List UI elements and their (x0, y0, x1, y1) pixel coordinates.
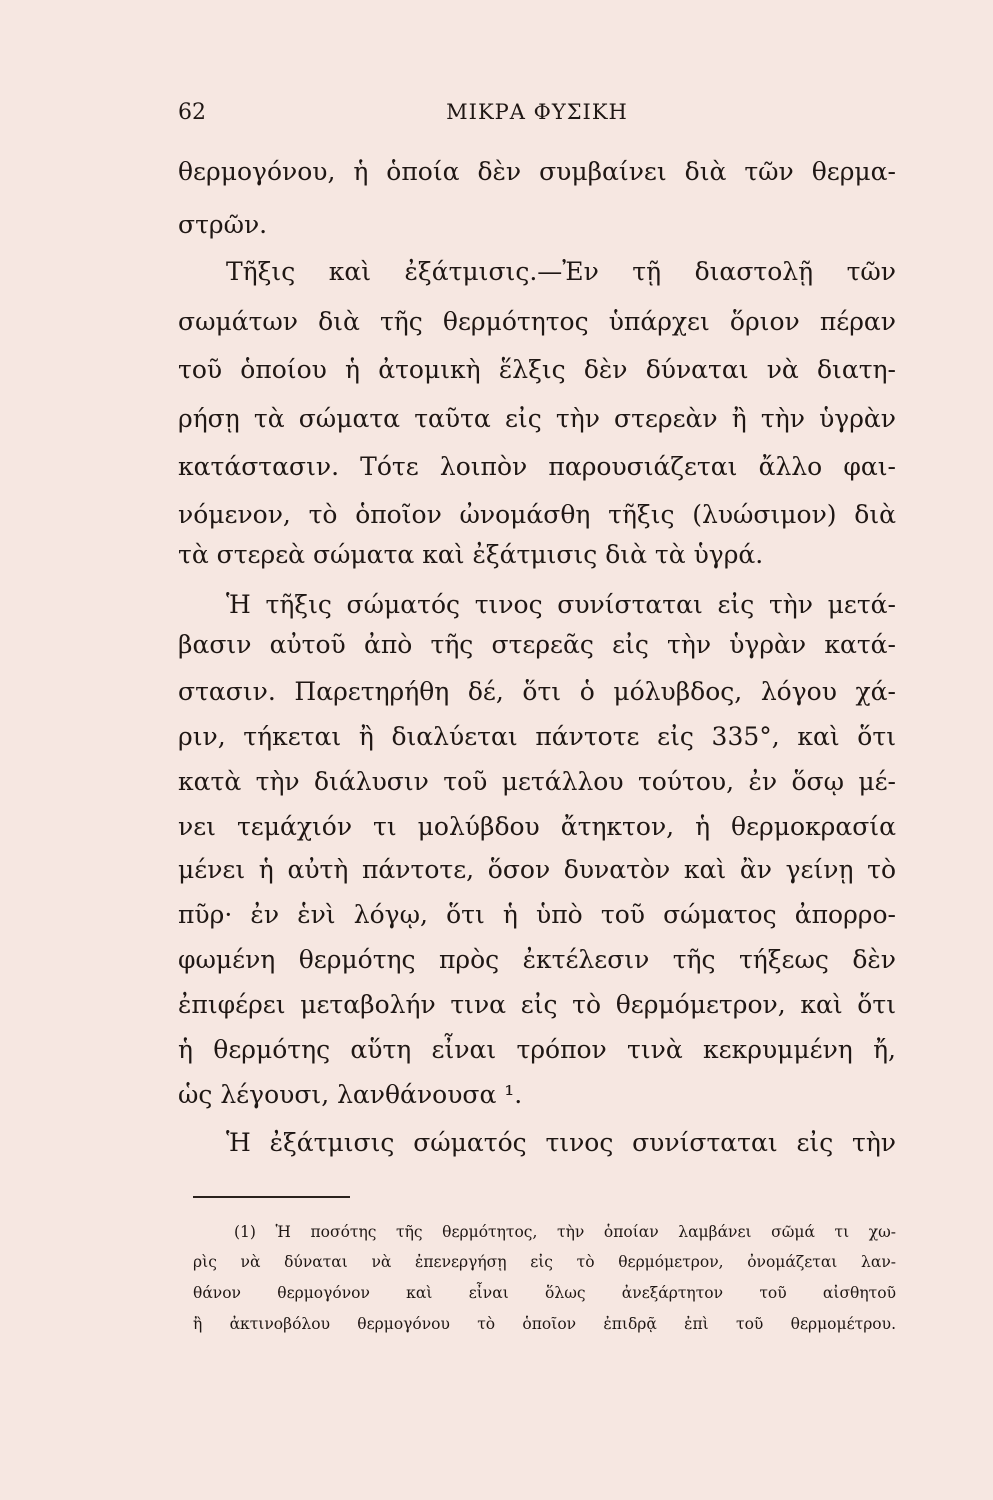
body-line: ριν, τήκεται ἢ διαλύεται πάντοτε εἰς 335°, καὶ ὅτι (178, 722, 896, 751)
body-line: ἐπιφέρει μεταβολήν τινα εἰς τὸ θερμόμετρον, καὶ ὅτι (178, 990, 896, 1019)
section-heading-line: Τῆξις καὶ ἐξάτμισις.—Ἐν τῇ διαστολῇ τῶν (226, 257, 896, 286)
page-number: 62 (178, 100, 206, 125)
footnote-line: ρὶς νὰ δύναται νὰ ἐπενεργήσῃ εἰς τὸ θερμόμετρον, ὀνομάζεται λαν- (193, 1253, 896, 1271)
running-title: ΜΙΚΡΑ ΦΥΣΙΚΗ (446, 100, 628, 124)
body-line: νόμενον, τὸ ὁποῖον ὠνομάσθη τῆξις (λυώσιμον) διὰ (178, 500, 896, 529)
body-line: φωμένη θερμότης πρὸς ἐκτέλεσιν τῆς τήξεως δὲν (178, 945, 896, 974)
body-line: ὡς λέγουσι, λανθάνουσα ¹. (178, 1080, 523, 1109)
body-line: στρῶν. (178, 210, 268, 239)
footnote-line: θάνον θερμογόνον καὶ εἶναι ὅλως ἀνεξάρτητον τοῦ αἰσθητοῦ (193, 1284, 896, 1302)
body-line: νει τεμάχιόν τι μολύβδου ἄτηκτον, ἡ θερμοκρασία (178, 812, 896, 841)
body-line: μένει ἡ αὐτὴ πάντοτε, ὅσον δυνατὸν καὶ ἂν γείνῃ τὸ (178, 855, 896, 884)
body-line: Ἡ τῆξις σώματός τινος συνίσταται εἰς τὴν μετά- (226, 590, 896, 619)
body-line: τοῦ ὁποίου ἡ ἀτομικὴ ἕλξις δὲν δύναται νὰ διατη- (178, 355, 896, 384)
footnote-divider (193, 1196, 350, 1198)
body-line: θερμογόνου, ἡ ὁποία δὲν συμβαίνει διὰ τῶν θερμα- (178, 157, 896, 186)
body-line: τὰ στερεὰ σώματα καὶ ἐξάτμισις διὰ τὰ ὑγρά. (178, 540, 764, 569)
running-head (178, 100, 896, 130)
body-line: ρήσῃ τὰ σώματα ταῦτα εἰς τὴν στερεὰν ἢ τὴν ὑγρὰν (178, 404, 896, 433)
body-line: πῦρ· ἐν ἑνὶ λόγῳ, ὅτι ἡ ὑπὸ τοῦ σώματος ἀπορρο- (178, 900, 896, 929)
footnote-line: (1) Ἡ ποσότης τῆς θερμότητος, τὴν ὁποίαν λαμβάνει σῶμά τι χω- (234, 1223, 896, 1241)
body-line: κατάστασιν. Τότε λοιπὸν παρουσιάζεται ἄλλο φαι- (178, 452, 896, 481)
body-line: βασιν αὐτοῦ ἀπὸ τῆς στερεᾶς εἰς τὴν ὑγρὰν κατά- (178, 630, 896, 659)
body-line: στασιν. Παρετηρήθη δέ, ὅτι ὁ μόλυβδος, λόγου χά- (178, 677, 896, 706)
body-line: Ἡ ἐξάτμισις σώματός τινος συνίσταται εἰς τὴν (226, 1128, 896, 1157)
body-line: ἡ θερμότης αὕτη εἶναι τρόπον τινὰ κεκρυμμένη ἤ, (178, 1035, 896, 1064)
footnote-line: ἢ ἀκτινοβόλου θερμογόνου τὸ ὁποῖον ἐπιδρᾷ ἐπὶ τοῦ θερμομέτρου. (193, 1315, 896, 1333)
body-line: σωμάτων διὰ τῆς θερμότητος ὑπάρχει ὅριον πέραν (178, 307, 896, 336)
body-line: κατὰ τὴν διάλυσιν τοῦ μετάλλου τούτου, ἐν ὅσῳ μέ- (178, 767, 896, 796)
